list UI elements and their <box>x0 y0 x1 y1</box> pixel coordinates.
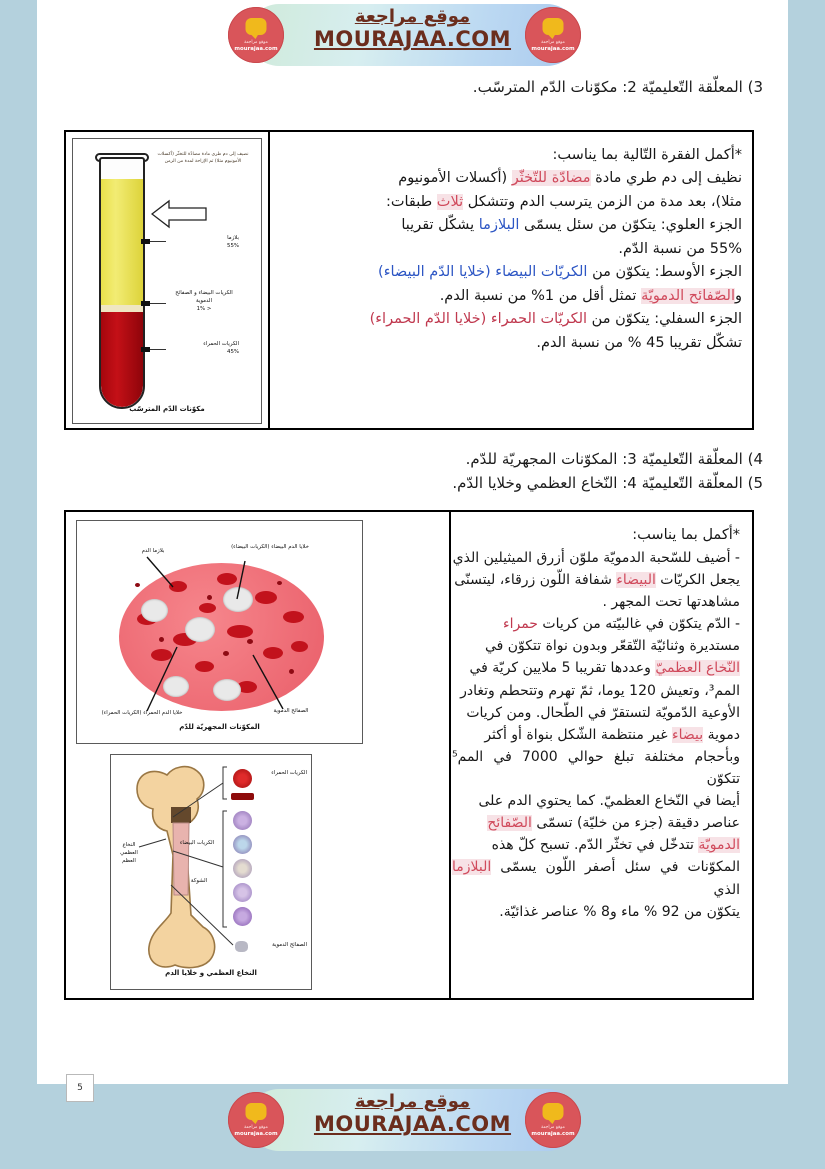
footer-brand-arabic: موقع مراجعة <box>354 1091 471 1112</box>
text-segment: نظيف إلى دم طري مادة <box>590 170 742 187</box>
text-segment: طبقات: <box>385 193 437 210</box>
text-segment: (أكسلات الأمونيوم <box>398 170 512 187</box>
text-segment: - أضيف للسّحبة الدمويّة ملوّن أزرق الميثيلين الذي <box>452 549 740 566</box>
content-box-2 <box>64 510 754 1000</box>
highlighted-term: النّخاع العظميّ <box>655 660 740 677</box>
highlighted-term: الدمويّة <box>698 837 740 854</box>
text-line <box>452 790 740 812</box>
box1-instruction: *أكمل الفقرة التّالية بما يناسب: <box>552 147 742 163</box>
logo-caption-arabic: موقع مراجعة <box>244 40 268 45</box>
heading-item-4 <box>466 450 763 468</box>
text-segment: مشاهدتها تحت المجهر . <box>602 594 740 611</box>
figure-bone-caption: النخاع العظمي و خلايا الدم <box>165 969 257 977</box>
box2-separator <box>449 512 451 998</box>
text-line <box>452 856 740 900</box>
logo-caption <box>228 1125 284 1139</box>
text-segment: وبأحجام مختلفة تبلغ حوالي 7000 في المم⁵ تتكوّن <box>452 748 741 787</box>
text-segment: أيضا في النّخاع العظميّ. كما يحتوي الدم على <box>478 793 740 810</box>
page-number <box>66 1074 94 1102</box>
logo-caption-arabic: موقع مراجعة <box>541 1125 565 1130</box>
bone-label-bone: العظم <box>122 858 136 864</box>
text-line <box>272 167 742 190</box>
logo-caption-domain: mourajaa.com <box>234 1131 278 1138</box>
text-segment: يشكّل تقريبا <box>401 217 479 234</box>
speech-bubble-icon <box>543 18 564 35</box>
bone-label-red-cells: الكريات الحمراء <box>271 770 307 776</box>
bone-leader-lines <box>111 755 311 989</box>
text-line <box>452 547 740 569</box>
text-line <box>272 308 742 331</box>
tube-label-rbc <box>169 340 239 356</box>
buffy-coat-layer <box>101 305 143 312</box>
footer-banner <box>0 1085 825 1155</box>
text-segment: الجزء السفلي: يتكوّن من <box>587 311 742 328</box>
box1-separator <box>268 132 270 428</box>
logo-caption-domain: mourajaa.com <box>531 46 575 53</box>
text-line <box>272 285 742 308</box>
text-segment: يتكوّن من 92 % ماء و8 % عناصر غذائيّة. <box>499 903 740 920</box>
logo-caption-arabic: موقع مراجعة <box>244 1125 268 1130</box>
heading-item-5-text: 5) المعلّقة التّعليميّة 4: النّخاع العظمي وخلايا الدّم. <box>452 474 763 492</box>
heading-item-4-text: 4) المعلّقة التّعليميّة 3: المكوّنات المجهريّة للدّم. <box>465 450 763 468</box>
text-line <box>452 569 740 591</box>
figure-tube-top-note: نضيف إلى دم طري مادة مضادّة للتخثّر (أكسلات الأمونيوم مثلا) ثم الإزاحة لمدة من الزمن <box>157 152 249 165</box>
tube-label-plasma <box>169 234 239 250</box>
logo-caption-domain: mourajaa.com <box>531 1131 575 1138</box>
logo-right <box>525 7 581 63</box>
logo-left <box>228 1092 284 1148</box>
text-segment: الجزء العلوي: يتكوّن من سئل يسمّى <box>519 217 742 234</box>
smear-label-plasma: بلازما الدم <box>141 548 165 554</box>
figure-blood-smear <box>76 520 363 744</box>
smear-label-platelets: الصفائح الدموية <box>273 708 309 714</box>
red-cells-layer <box>101 312 143 407</box>
box1-paragraph <box>272 167 742 355</box>
document-page <box>37 0 788 1093</box>
pointer-arrow-icon <box>151 199 207 229</box>
smear-label-white-cells: خلايا الدم البيضاء (الكريات البيضاء) <box>231 544 309 550</box>
text-segment: الأوعية الدّمويّة لتستقرّ في الطّحال. ومن كريات <box>466 704 740 721</box>
page-number-text: 5 <box>77 1083 83 1093</box>
figure-sedimented-blood <box>72 138 262 424</box>
text-segment: عناصر دقيقة (جزء من خليّة) تسمّى <box>531 815 740 832</box>
header-banner <box>0 0 825 70</box>
header-brand-url[interactable]: MOURAJAA.COM <box>313 27 512 52</box>
footer-brand-url[interactable]: MOURAJAA.COM <box>313 1112 512 1137</box>
text-segment: تشكّل تقريبا 45 % من نسبة الدم. <box>536 334 742 351</box>
box2-text-column <box>452 524 740 923</box>
tube-label-buffy-value: < 1% <box>196 306 212 313</box>
highlighted-term: الكريّات الحمراء (خلايا الدّم الحمراء) <box>369 311 588 328</box>
bone-label-platelets: الصفائح الدموية <box>272 942 307 948</box>
text-line <box>452 680 740 702</box>
smear-label-red-cells: خلايا الدم الحمراء (الكريات الحمراء) <box>101 710 183 716</box>
text-segment: المكوّنات في سئل أصفر اللّون يسمّى <box>491 859 740 876</box>
heading-item-3 <box>473 78 763 96</box>
highlighted-term: البيضاء <box>616 572 656 589</box>
tube-dash-rbc <box>150 349 166 350</box>
text-segment: تمثل أقل من 1% من نسبة الدم. <box>439 287 642 304</box>
text-line <box>452 613 740 635</box>
text-segment: المم³، وتعيش 120 يوما، ثمّ تهرم وتتحطم وتغادر <box>460 682 740 699</box>
tube-label-buffy <box>167 289 241 313</box>
text-segment: 55% من نسبة الدّم. <box>618 240 742 257</box>
text-line <box>272 332 742 355</box>
header-brand-text <box>0 6 825 52</box>
highlighted-term: البلازما <box>478 217 520 234</box>
box2-paragraph <box>452 547 740 923</box>
content-box-1 <box>64 130 754 430</box>
text-segment: مثلا)، بعد مدة من الزمن يترسب الدم وتتشكل <box>463 193 742 210</box>
figure-bone-marrow <box>110 754 312 990</box>
text-segment: غير منتظمة الشّكل بنواة أو أكثر <box>484 726 673 743</box>
logo-right <box>525 1092 581 1148</box>
box1-text-column <box>272 144 742 355</box>
text-line <box>272 191 742 214</box>
heading-item-3-text: 3) المعلّقة التّعليميّة 2: مكوّنات الدّم المترسّب. <box>472 78 763 96</box>
text-segment: وعددها تقريبا 5 ملايين كريّة في <box>469 660 656 677</box>
text-line <box>452 724 740 746</box>
figure-tube-caption: مكوّنات الدّم المترسّب <box>129 405 205 413</box>
highlighted-term: حمراء <box>503 616 538 633</box>
logo-caption <box>525 40 581 54</box>
text-line <box>452 635 740 657</box>
speech-bubble-icon <box>543 1103 564 1120</box>
text-segment: الجزء الأوسط: يتكوّن من <box>587 264 742 281</box>
tube-label-rbc-name: الكريات الحمراء <box>203 341 239 347</box>
text-line <box>452 812 740 834</box>
highlighted-term: الصّفائح الدمويّة <box>641 287 735 304</box>
speech-bubble-icon <box>246 18 267 35</box>
logo-caption-domain: mourajaa.com <box>234 46 278 53</box>
text-segment: - الدّم يتكوّن في غالبيّته من كريات <box>537 616 740 633</box>
text-line <box>452 702 740 724</box>
logo-caption-arabic: موقع مراجعة <box>541 40 565 45</box>
highlighted-term: مضادّة للتّخثّر <box>511 170 591 187</box>
text-line <box>452 746 740 790</box>
highlighted-term: البلازما <box>452 859 492 876</box>
text-segment: تتدخّل في تخثّر الدّم. تسبح كلّ هذه <box>491 837 699 854</box>
figure-smear-caption: المكوّنات المجهريّة للدّم <box>179 723 260 731</box>
test-tube <box>99 157 145 409</box>
tube-tick-buffy <box>141 301 150 306</box>
highlighted-term: ثلاث <box>436 193 464 210</box>
text-segment: دموية <box>703 726 740 743</box>
tube-dash-buffy <box>150 303 166 304</box>
highlighted-term: الكريّات البيضاء (خلايا الدّم البيضاء) <box>378 264 588 281</box>
highlighted-term: الصّفائح <box>487 815 532 832</box>
footer-brand-text <box>0 1091 825 1137</box>
text-line <box>272 214 742 237</box>
text-segment: شفافة اللّون زرقاء، ليتسنّى <box>454 572 617 589</box>
logo-caption <box>228 40 284 54</box>
logo-left <box>228 7 284 63</box>
bone-label-white-cells: الكريات البيضاء <box>179 840 215 846</box>
text-segment: و <box>734 287 742 304</box>
text-line <box>452 657 740 679</box>
text-line <box>452 591 740 613</box>
text-segment: الذي <box>713 881 740 898</box>
text-segment: يجعل الكريّات <box>655 572 740 589</box>
text-line <box>272 261 742 284</box>
tube-label-buffy-name: الكريات البيضاء و الصفائح الدموية <box>175 290 233 305</box>
tube-tick-plasma <box>141 239 150 244</box>
tube-label-plasma-value: 55% <box>227 243 239 250</box>
plasma-layer <box>101 179 143 305</box>
box2-instruction: *أكمل بما يناسب: <box>632 527 740 543</box>
heading-item-5 <box>452 474 763 492</box>
logo-caption <box>525 1125 581 1139</box>
speech-bubble-icon <box>246 1103 267 1120</box>
text-line <box>272 238 742 261</box>
bone-label-spine: الشوكة <box>190 878 208 884</box>
tube-label-plasma-name: بلازما <box>227 235 239 241</box>
tube-tick-rbc <box>141 347 150 352</box>
text-line <box>452 901 740 923</box>
tube-dash-plasma <box>150 241 166 242</box>
tube-label-rbc-value: 45% <box>227 349 239 356</box>
header-brand-arabic: موقع مراجعة <box>354 6 471 27</box>
text-line <box>452 834 740 856</box>
highlighted-term: بيضاء <box>672 726 704 743</box>
bone-label-marrow: النخاع العظمي <box>120 842 138 857</box>
text-segment: مستديرة وثنائيّة التّقعّر وبدون نواة تتكوّن في <box>484 638 740 655</box>
